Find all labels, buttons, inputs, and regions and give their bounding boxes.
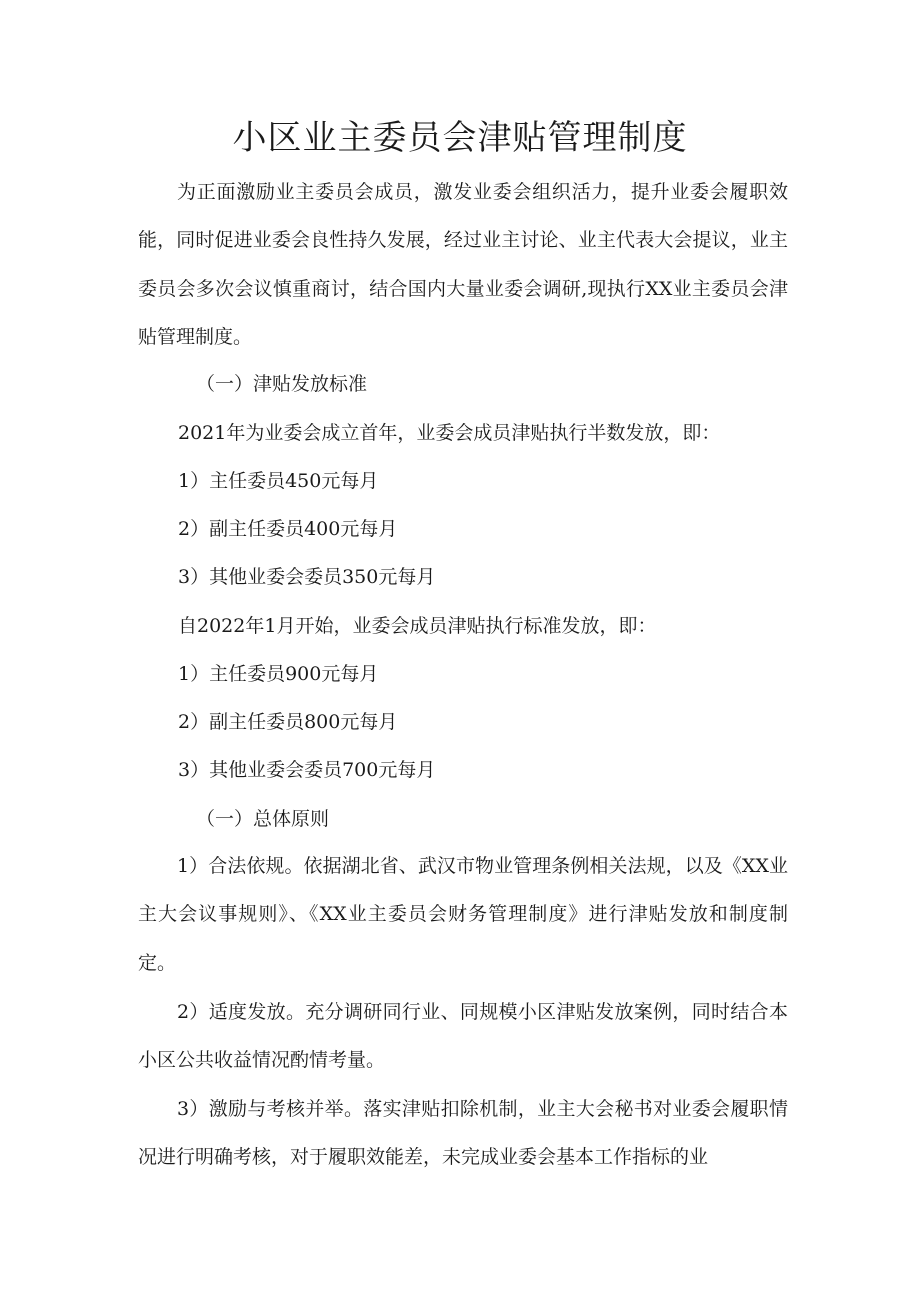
principle-paragraph-1: 1）合法依规。依据湖北省、武汉市物业管理条例相关法规，以及《XX业主大会议事规则》、《XX业主委员会财务管理制度》进行津贴发放和制度制定。 — [138, 855, 788, 974]
list-item: 1）主任委员900元每月 — [178, 663, 379, 685]
principle-paragraph-3: 3）激励与考核并举。落实津贴扣除机制，业主大会秘书对业委会履职情况进行明确考核，对于履职效能差，未完成业委会基本工作指标的业 — [138, 1098, 788, 1169]
list-item: 2）副主任委员800元每月 — [178, 711, 398, 733]
list-item: 2）副主任委员400元每月 — [178, 518, 398, 540]
intro-paragraph: 为正面激励业主委员会成员，激发业委会组织活力，提升业委会履职效能，同时促进业委会良性持久发展，经过业主讨论、业主代表大会提议，业主委员会多次会议慎重商讨，结合国内大量业委会调研,现执行XX业主委员会津贴管理制度。 — [138, 181, 788, 349]
section-heading-principles: （一）总体原则 — [196, 808, 330, 830]
section-heading-standards: （一）津贴发放标准 — [196, 373, 368, 395]
principle-paragraph-2: 2）适度发放。充分调研同行业、同规模小区津贴发放案例，同时结合本小区公共收益情况酌情考量。 — [138, 1001, 788, 1072]
year-2021-intro: 2021年为业委会成立首年，业委会成员津贴执行半数发放，即： — [178, 422, 721, 444]
year-2022-intro: 自2022年1月开始，业委会成员津贴执行标准发放，即： — [178, 615, 657, 637]
list-item: 3）其他业委会委员700元每月 — [178, 759, 436, 781]
document-title: 小区业主委员会津贴管理制度 — [232, 118, 688, 158]
list-item: 1）主任委员450元每月 — [178, 470, 379, 492]
list-item: 3）其他业委会委员350元每月 — [178, 566, 436, 588]
